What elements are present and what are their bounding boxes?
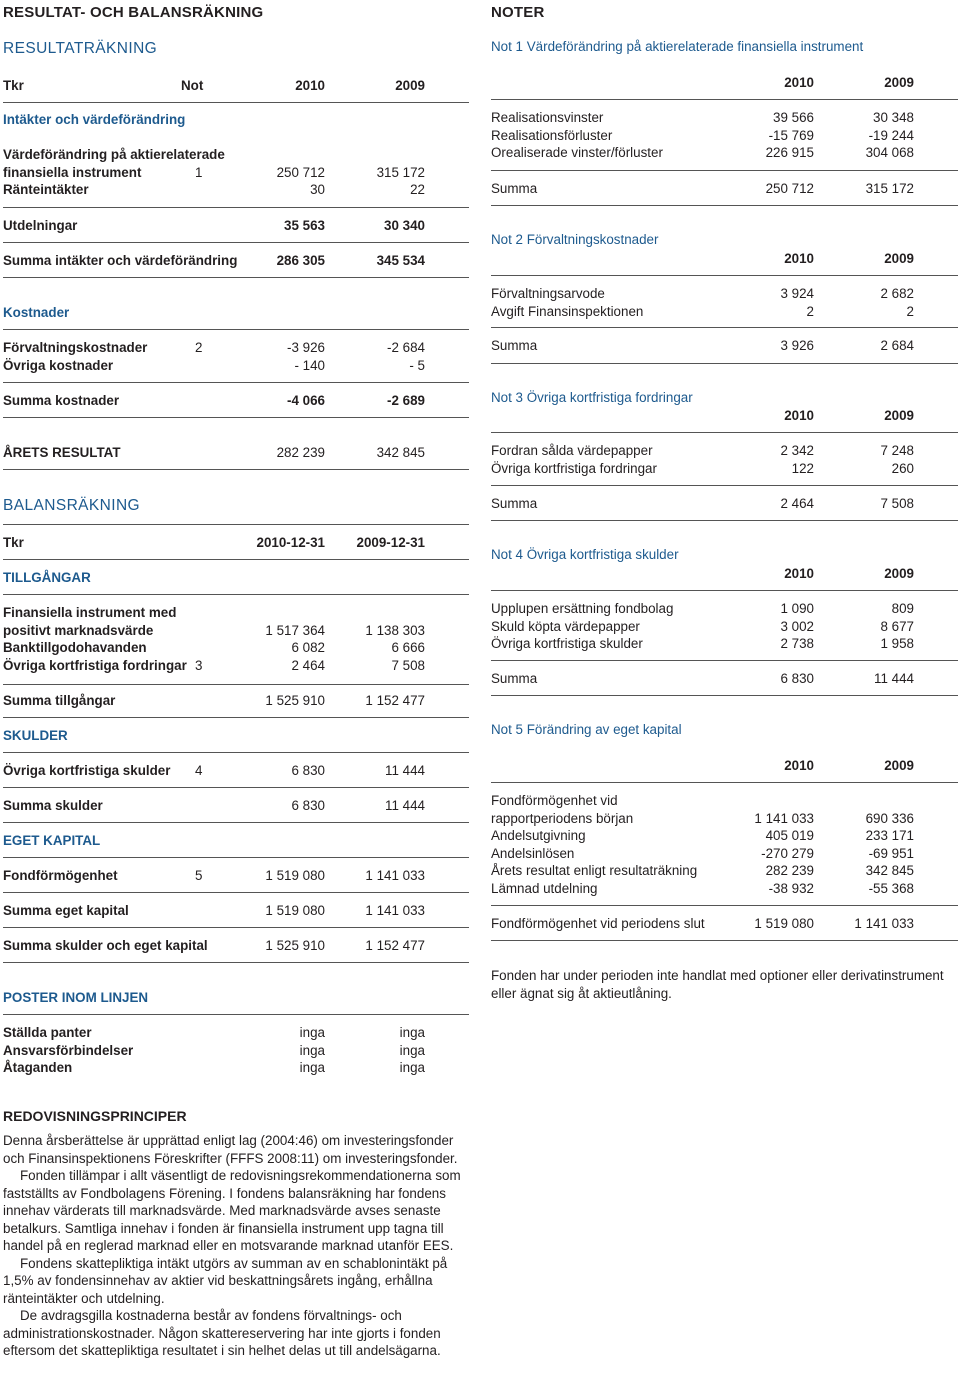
row-label: Ställda panter	[3, 1025, 92, 1040]
accounting-policies	[3, 1108, 473, 1360]
policy-paragraph: Fondens skattepliktiga intäkt utgörs av summan av en schablonintäkt på 1,5% av fondensinnehav av aktier vid beskattningsårets ingång, erhållna ränteintäkter och utdelning.	[3, 1255, 448, 1306]
sum-value-previous: 7 508	[880, 496, 914, 511]
note-row	[491, 442, 958, 459]
row-value-current: 250 712	[276, 164, 325, 180]
separator	[491, 205, 958, 206]
separator	[3, 382, 469, 383]
row-value-previous: 260	[891, 460, 914, 476]
sum-equity-row: Summa eget kapital 1 519 080 1 141 033	[3, 903, 425, 918]
separator	[3, 469, 469, 470]
row-value-previous: inga	[399, 1025, 425, 1040]
separator	[3, 329, 469, 330]
result-row: ÅRETS RESULTAT 282 239 342 845	[3, 445, 425, 460]
liabilities-row: Övriga kortfristiga skulder 4 6 830 11 444	[3, 763, 425, 778]
row-value-previous: 22	[410, 182, 425, 197]
row-label: Fordran sålda värdepapper	[491, 443, 653, 458]
row-note-ref: 1	[195, 164, 203, 180]
policy-paragraph: De avdragsgilla kostnaderna består av fondens förvaltnings- och administrationskostnader. Någon skattereservering har inte gjorts i fonden eftersom det skattepliktiga resultatet i sin helhet delas ut till andelsägarna.	[3, 1308, 441, 1358]
policy-paragraph: Fonden tillämpar i allt väsentligt de redovisningsrekommendationerna som fastställts av Fondbolagens Förening. I fondens balansräkning har fondens innehav värderats till marknadsvärde. Med marknadsvärde avses senaste betalkurs. Samtliga innehav i fonden är finansiella instrument upp tagna till handel på en reglerad marknad eller en motsvarande marknad utanför EES.	[3, 1168, 461, 1253]
note1-column-header	[491, 74, 958, 91]
separator	[3, 524, 469, 525]
row-label: Ansvarsförbindelser	[3, 1042, 134, 1058]
liabilities-heading: SKULDER	[3, 728, 68, 743]
row-value-current: 2 738	[780, 636, 814, 651]
balance-column-header: Tkr 2010-12-31 2009-12-31	[3, 535, 425, 550]
row-value-current: inga	[299, 1060, 325, 1075]
row-label: Fondförmögenhet vid	[491, 793, 618, 808]
year-current: 2010	[784, 566, 814, 581]
sum-value-current: 6 830	[780, 671, 814, 686]
balance-sheet-heading: BALANSRÄKNING	[3, 497, 140, 514]
row-value-previous: 7 508	[391, 657, 425, 673]
year-previous: 2009	[884, 758, 914, 773]
separator	[3, 207, 469, 208]
year-current: 2010	[784, 408, 814, 423]
statement-row	[3, 357, 469, 374]
row-value-current: 2 464	[291, 657, 325, 673]
offbalance-heading: POSTER INOM LINJEN	[3, 990, 149, 1005]
row-value-current: 1 517 364	[265, 622, 325, 638]
row-value-current: - 140	[294, 357, 325, 373]
row-value-current: 6 082	[291, 640, 325, 655]
sum-income-row: Summa intäkter och värdeförändring 286 305 345 534	[3, 253, 425, 268]
note-row	[491, 845, 958, 862]
separator	[491, 905, 958, 906]
row-value-previous: 30 348	[873, 110, 914, 125]
row-value-current: 3 002	[780, 618, 814, 634]
sum-value-previous: 11 444	[874, 671, 914, 686]
sum-total-row: Summa skulder och eget kapital 1 525 910 1 152 477	[3, 938, 425, 953]
row-label: Övriga kostnader	[3, 357, 114, 373]
statement-row	[3, 181, 469, 198]
separator	[3, 717, 469, 718]
note-row	[491, 460, 958, 477]
separator	[491, 275, 958, 276]
sum-liabilities-row: Summa skulder 6 830 11 444	[3, 798, 425, 813]
note-row	[491, 285, 958, 302]
separator	[491, 590, 958, 591]
row-value-previous: 7 248	[880, 443, 914, 458]
separator	[3, 892, 469, 893]
row-label: Upplupen ersättning fondbolag	[491, 601, 674, 616]
row-value-previous: -55 368	[868, 880, 914, 896]
separator	[491, 485, 958, 486]
equity-heading: EGET KAPITAL	[3, 833, 101, 848]
note2-column-header	[491, 250, 958, 267]
separator	[3, 857, 469, 858]
note3-column-header	[491, 407, 958, 424]
separator	[491, 170, 958, 171]
year-previous: 2009	[884, 566, 914, 581]
equity-row: Fondförmögenhet 5 1 519 080 1 141 033	[3, 868, 425, 883]
separator	[3, 927, 469, 928]
separator	[491, 940, 958, 941]
note4-sum-row	[491, 670, 958, 687]
income-column-header: Tkr Not 2010 2009	[3, 78, 425, 93]
year-previous: 2009	[884, 75, 914, 90]
note3-sum-row	[491, 495, 958, 512]
row-value-current: 226 915	[765, 145, 814, 160]
row-value-previous: 233 171	[865, 828, 914, 843]
note-row	[491, 810, 958, 827]
row-value-current: 2 342	[780, 443, 814, 458]
row-value-current: 2	[806, 303, 814, 319]
row-label: Orealiserade vinster/förluster	[491, 145, 663, 160]
note-row	[491, 303, 958, 320]
note2-sum-row	[491, 337, 958, 354]
row-label: finansiella instrument	[3, 164, 142, 180]
row-label: Skuld köpta värdepapper	[491, 618, 640, 634]
row-label: Realisationsvinster	[491, 110, 604, 125]
dividends-row: Utdelningar 35 563 30 340	[3, 218, 425, 233]
section-income: Intäkter och värdeförändring	[3, 112, 186, 127]
separator	[3, 594, 469, 595]
row-label: Övriga kortfristiga fordringar	[3, 657, 187, 673]
separator	[491, 695, 958, 696]
note-row	[491, 618, 958, 635]
sum-value-current: 250 712	[765, 181, 814, 196]
note5-title: Not 5 Förändring av eget kapital	[491, 722, 682, 737]
separator	[3, 962, 469, 963]
separator	[3, 417, 469, 418]
note-row	[491, 144, 958, 161]
note-row	[491, 792, 958, 809]
separator	[491, 520, 958, 521]
statement-row	[3, 339, 469, 356]
row-value-previous: 2 682	[880, 286, 914, 301]
note4-column-header	[491, 565, 958, 582]
row-value-current: -3 926	[287, 340, 325, 355]
sum-label: Summa	[491, 496, 538, 511]
row-value-current: -270 279	[761, 845, 814, 861]
sum-value-current: 3 926	[780, 338, 814, 353]
row-value-previous: -2 684	[387, 340, 425, 355]
row-value-current: -38 932	[768, 880, 814, 896]
row-label: rapportperiodens början	[491, 810, 634, 826]
row-value-current: 1 141 033	[754, 810, 814, 826]
row-value-previous: -69 951	[868, 845, 914, 861]
separator	[3, 684, 469, 685]
sum-value-current: 1 519 080	[754, 916, 814, 931]
note5-column-header	[491, 757, 958, 774]
row-value-previous: inga	[399, 1042, 425, 1058]
row-note-ref: 2	[195, 340, 203, 355]
row-label: Andelsinlösen	[491, 845, 575, 861]
row-value-current: 39 566	[773, 110, 814, 125]
row-value-previous: 6 666	[391, 640, 425, 655]
row-label: Åtaganden	[3, 1060, 73, 1075]
row-value-previous: 809	[891, 601, 914, 616]
year-current: 2010	[784, 251, 814, 266]
row-value-current: 405 019	[765, 828, 814, 843]
sum-value-previous: 1 141 033	[854, 916, 914, 931]
note-row	[491, 109, 958, 126]
separator	[3, 559, 469, 560]
separator	[491, 327, 958, 328]
row-label: Avgift Finansinspektionen	[491, 303, 644, 319]
row-label: Lämnad utdelning	[491, 880, 598, 896]
sum-value-previous: 315 172	[865, 181, 914, 196]
statement-row	[3, 146, 469, 163]
note1-title: Not 1 Värdeförändring på aktierelaterade finansiella instrument	[491, 39, 864, 54]
separator	[3, 277, 469, 278]
row-label: positivt marknadsvärde	[3, 622, 154, 638]
note4-title: Not 4 Övriga kortfristiga skulder	[491, 547, 679, 562]
policy-paragraph: Denna årsberättelse är upprättad enligt lag (2004:46) om investeringsfonder och Finansinspektionens Föreskrifter (FFFS 2008:11) om investeringsfonder.	[3, 1133, 458, 1166]
row-label: Övriga kortfristiga skulder	[491, 636, 643, 651]
notes-footnote: Fonden har under perioden inte handlat med optioner eller derivatinstrument eller ägnat sig åt aktieutlåning.	[491, 968, 944, 1001]
row-label: Förvaltningskostnader	[3, 340, 148, 355]
separator	[491, 99, 958, 100]
row-value-current: inga	[299, 1025, 325, 1040]
sum-label: Summa	[491, 671, 538, 686]
separator	[491, 363, 958, 364]
statement-row	[3, 1059, 469, 1076]
sum-assets-row: Summa tillgångar 1 525 910 1 152 477	[3, 693, 425, 708]
separator	[3, 102, 469, 103]
note1-sum-row	[491, 180, 958, 197]
row-value-current: 122	[791, 460, 814, 476]
row-value-previous: 8 677	[880, 618, 914, 634]
statement-row	[3, 1042, 469, 1059]
separator	[491, 660, 958, 661]
row-value-previous: - 5	[409, 357, 425, 373]
statement-row	[3, 657, 469, 674]
separator	[491, 432, 958, 433]
row-value-previous: 304 068	[865, 145, 914, 160]
note-row	[491, 880, 958, 897]
separator	[3, 242, 469, 243]
row-value-current: 1 090	[780, 601, 814, 616]
separator	[3, 822, 469, 823]
row-label: Förvaltningsarvode	[491, 286, 605, 301]
separator	[3, 1014, 469, 1015]
year-current: 2010	[784, 75, 814, 90]
year-previous: 2009	[884, 251, 914, 266]
row-value-current: -15 769	[768, 127, 814, 143]
row-label: Realisationsförluster	[491, 127, 613, 143]
notes-main-heading: NOTER	[491, 4, 545, 21]
row-label: Banktillgodohavanden	[3, 640, 147, 655]
note-row	[491, 827, 958, 844]
note3-title: Not 3 Övriga kortfristiga fordringar	[491, 390, 693, 405]
year-previous: 2009	[884, 408, 914, 423]
row-label: Ränteintäkter	[3, 182, 89, 197]
row-value-previous: 1 138 303	[365, 622, 425, 638]
note-row	[491, 862, 958, 879]
row-value-current: 3 924	[780, 286, 814, 301]
separator	[491, 782, 958, 783]
note-row	[491, 635, 958, 652]
sum-label: Summa	[491, 338, 538, 353]
sum-label: Fondförmögenhet vid periodens slut	[491, 916, 705, 931]
row-value-previous: 315 172	[376, 164, 425, 180]
row-label: Årets resultat enligt resultaträkning	[491, 863, 698, 878]
row-label: Värdeförändring på aktierelaterade	[3, 147, 225, 162]
row-label: Andelsutgivning	[491, 828, 586, 843]
note5-sum-row	[491, 915, 958, 932]
row-value-previous: 1 958	[880, 636, 914, 651]
sum-label: Summa	[491, 181, 538, 196]
note-row	[491, 600, 958, 617]
row-value-previous: 2	[906, 303, 914, 319]
policies-heading: REDOVISNINGSPRINCIPER	[3, 1108, 187, 1124]
row-value-previous: -19 244	[868, 127, 914, 143]
sum-costs-row: Summa kostnader -4 066 -2 689	[3, 393, 425, 408]
row-value-current: 282 239	[765, 863, 814, 878]
separator	[3, 787, 469, 788]
sum-value-previous: 2 684	[880, 338, 914, 353]
section-costs: Kostnader	[3, 305, 70, 320]
note-row	[491, 127, 958, 144]
separator	[3, 752, 469, 753]
row-value-previous: inga	[399, 1060, 425, 1075]
policies-text	[3, 1132, 473, 1360]
statement-row	[3, 164, 469, 181]
row-note-ref: 3	[195, 657, 203, 673]
statement-row	[3, 622, 469, 639]
statements-main-heading: RESULTAT- OCH BALANSRÄKNING	[3, 4, 264, 21]
statement-row	[3, 1024, 469, 1041]
row-label: Finansiella instrument med	[3, 605, 177, 620]
income-statement-heading: RESULTATRÄKNING	[3, 40, 158, 57]
assets-heading: TILLGÅNGAR	[3, 570, 91, 585]
row-value-current: 30	[310, 182, 325, 197]
statement-row	[3, 604, 469, 621]
row-label: Övriga kortfristiga fordringar	[491, 460, 657, 476]
sum-value-current: 2 464	[780, 496, 814, 511]
row-value-previous: 690 336	[865, 810, 914, 826]
statement-row	[3, 639, 469, 656]
note2-title: Not 2 Förvaltningskostnader	[491, 232, 659, 247]
row-value-current: inga	[299, 1042, 325, 1058]
row-value-previous: 342 845	[865, 863, 914, 878]
year-current: 2010	[784, 758, 814, 773]
